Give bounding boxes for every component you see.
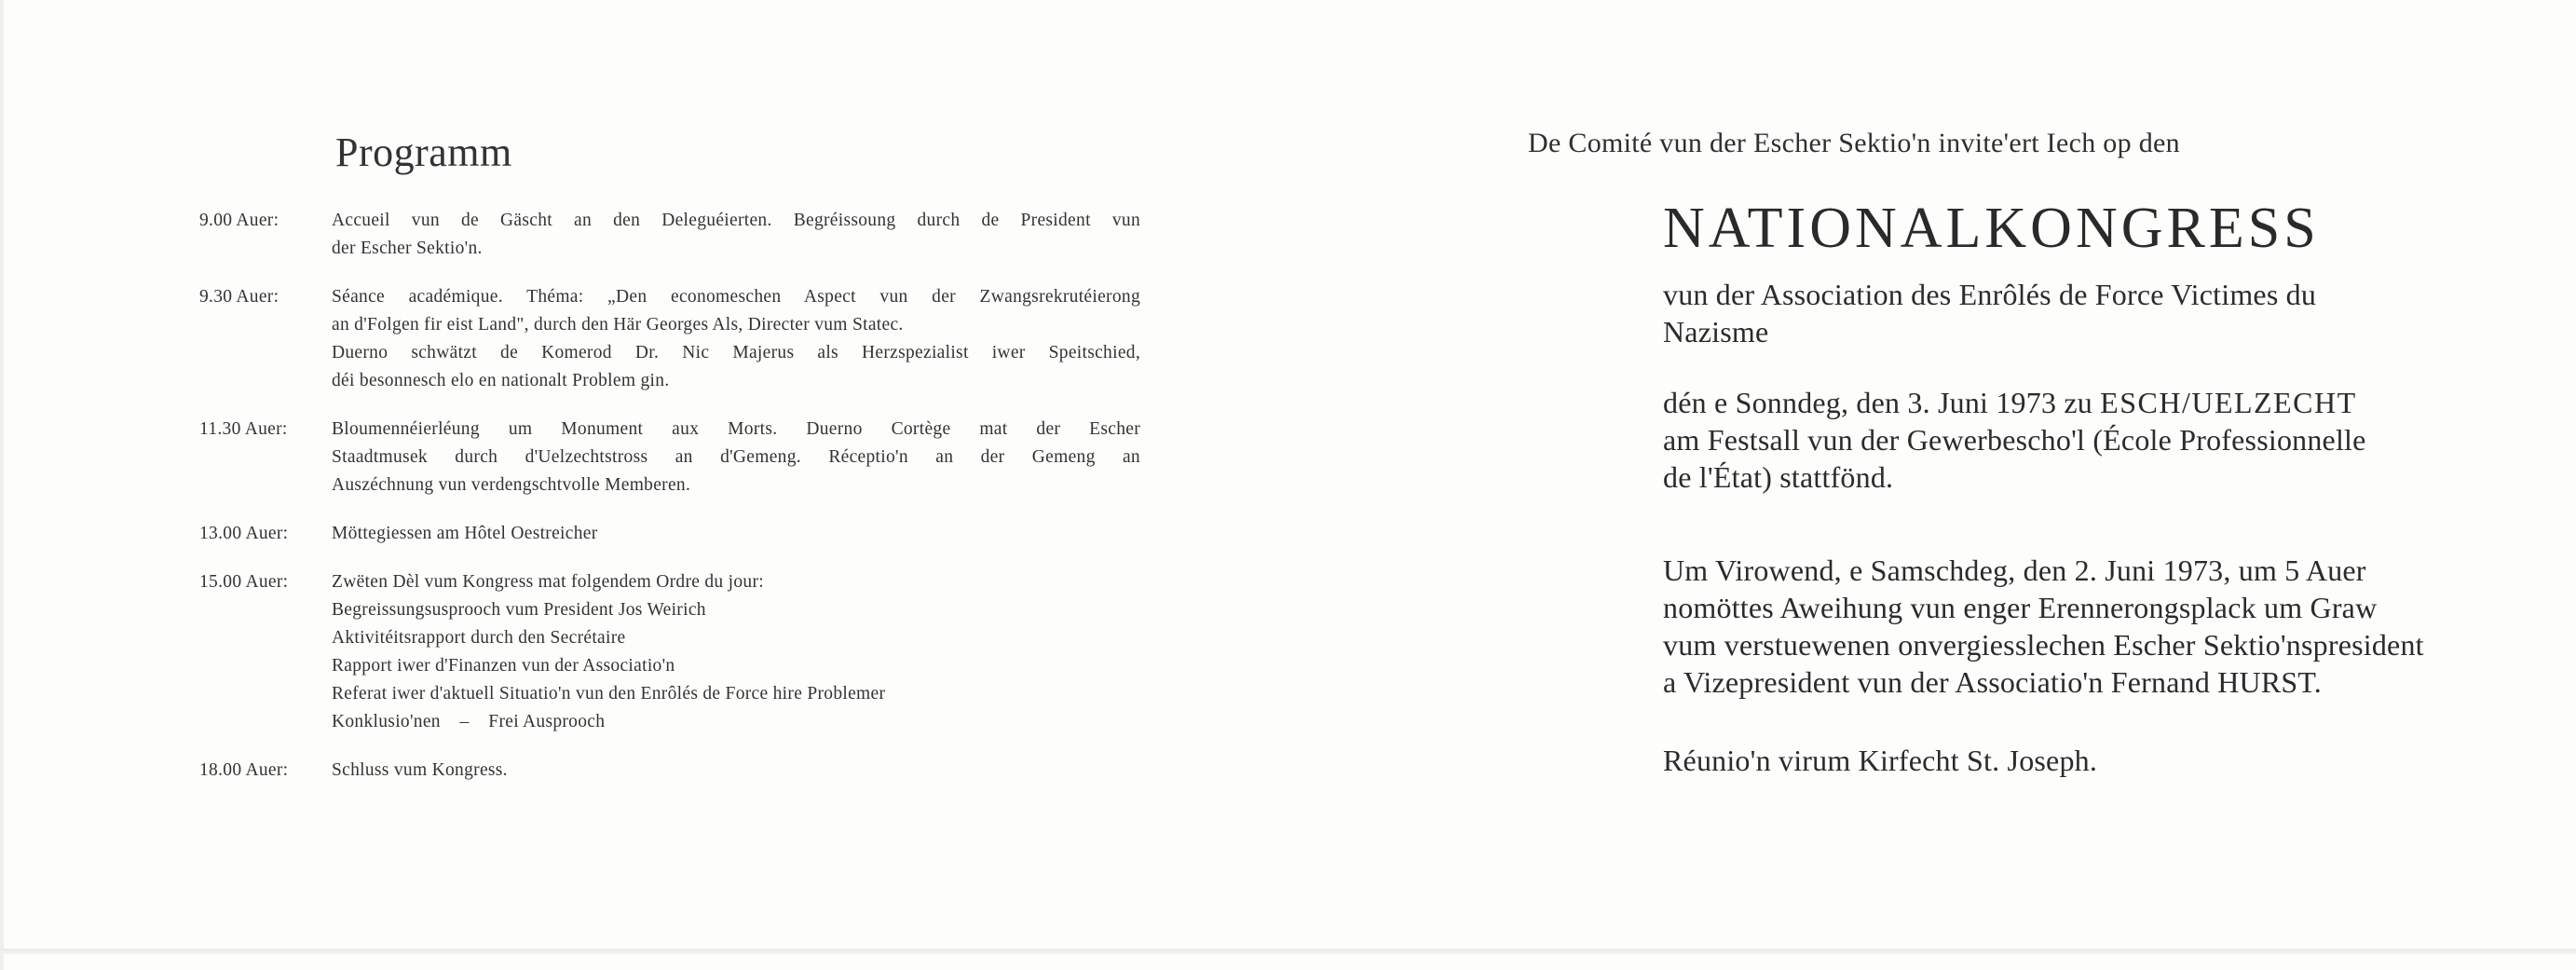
entry-line: Begreissungsusprooch vum President Jos Weirich xyxy=(332,600,706,620)
entry-body xyxy=(332,568,1140,736)
text-line: vum verstuewenen onvergiesslechen Escher Sektio'nspresident xyxy=(1663,628,2424,662)
entry-line: Staadtmusek durch d'Uelzechtstross an d'Gemeng. Réceptio'n an der Gemeng an xyxy=(332,447,1140,467)
entry-time: 13.00 Auer: xyxy=(199,524,289,543)
entry-line xyxy=(332,708,1140,736)
entry-time: 9.00 Auer: xyxy=(199,211,279,230)
text-line xyxy=(1663,384,2464,421)
entry-body xyxy=(332,283,1140,395)
entry-time: 9.30 Auer: xyxy=(199,287,279,307)
schedule-entry xyxy=(199,416,1140,499)
schedule-entry xyxy=(199,568,1140,736)
entry-line: Zwëten Dèl vum Kongress mat folgendem Ordre du jour: xyxy=(332,572,764,592)
entry-body xyxy=(332,520,1140,548)
reunion-text xyxy=(1663,742,2464,779)
conclusions-label: Konklusio'nen xyxy=(332,712,441,731)
entry-line: der Escher Sektio'n. xyxy=(332,239,483,258)
text-line: nomöttes Aweihung vun enger Erennerongsplack um Graw xyxy=(1663,591,2378,624)
entry-line: Duerno schwätzt de Komerod Dr. Nic Majerus als Herzspezialist iwer Speitschied, xyxy=(332,343,1140,362)
entry-line: Aktivitéitsrapport durch den Secrétaire xyxy=(332,628,626,648)
paper-edge xyxy=(0,0,4,970)
entry-line: Rapport iwer d'Finanzen vun der Associatio'n xyxy=(332,656,675,676)
programm-title: Programm xyxy=(335,130,512,175)
schedule-entry xyxy=(199,207,1140,263)
paper-bottom-edge xyxy=(0,949,2576,954)
schedule-entry xyxy=(199,283,1140,395)
invitation-line: De Comité vun der Escher Sektio'n invite'ert Iech op den xyxy=(1528,128,2180,158)
entry-body xyxy=(332,207,1140,263)
entry-line: Bloumennéierléung um Monument aux Morts. Duerno Cortège mat der Escher xyxy=(332,419,1140,439)
date-text: dén e Sonndeg, den 3. Juni 1973 zu xyxy=(1663,386,2101,419)
entry-line: Möttegiessen am Hôtel Oestreicher xyxy=(332,524,598,543)
congress-title: NATIONALKONGRESS xyxy=(1663,197,2320,260)
text-line: Um Virowend, e Samschdeg, den 2. Juni 1973, um 5 Auer xyxy=(1663,553,2366,587)
text-line: a Vizepresident vun der Associatio'n Fernand HURST. xyxy=(1663,665,2322,699)
date-place-text xyxy=(1663,384,2464,496)
entry-line: Auszéchnung vun verdengschtvolle Memberen. xyxy=(332,475,691,495)
text-line: am Festsall vun der Gewerbescho'l (École Professionnelle xyxy=(1663,423,2366,457)
entry-line: an d'Folgen fir eist Land", durch den Här Georges Als, Directer vum Statec. xyxy=(332,315,904,335)
text-line: Nazisme xyxy=(1663,315,1769,348)
entry-line: déi besonnesch elo en nationalt Problem gin. xyxy=(332,371,670,390)
text-line: de l'État) stattfönd. xyxy=(1663,460,1894,494)
entry-time: 18.00 Auer: xyxy=(199,760,289,780)
free-speech-label: Frei Ausprooch xyxy=(488,712,606,731)
organization-text xyxy=(1663,276,2464,350)
entry-line: Schluss vum Kongress. xyxy=(332,760,508,780)
entry-time: 11.30 Auer: xyxy=(199,419,288,439)
entry-line: Accueil vun de Gäscht an den Deleguéierten. Begréissoung durch de President vun xyxy=(332,211,1140,230)
entry-body xyxy=(332,757,1140,785)
text-line: Réunio'n virum Kirfecht St. Joseph. xyxy=(1663,744,2098,777)
schedule-entry xyxy=(199,520,1140,548)
dash: – xyxy=(459,712,470,731)
eve-ceremony-text xyxy=(1663,552,2464,701)
place-name: ESCH/UELZECHT xyxy=(2100,386,2357,419)
entry-body xyxy=(332,416,1140,499)
entry-line: Séance académique. Théma: „Den economeschen Aspect vun der Zwangsrekrutéierong xyxy=(332,287,1140,307)
entry-time: 15.00 Auer: xyxy=(199,572,289,592)
entry-line: Referat iwer d'aktuell Situatio'n vun den Enrôlés de Force hire Problemer xyxy=(332,684,886,704)
text-line: vun der Association des Enrôlés de Force Victimes du xyxy=(1663,278,2317,311)
schedule xyxy=(199,207,1140,805)
schedule-entry xyxy=(199,757,1140,785)
